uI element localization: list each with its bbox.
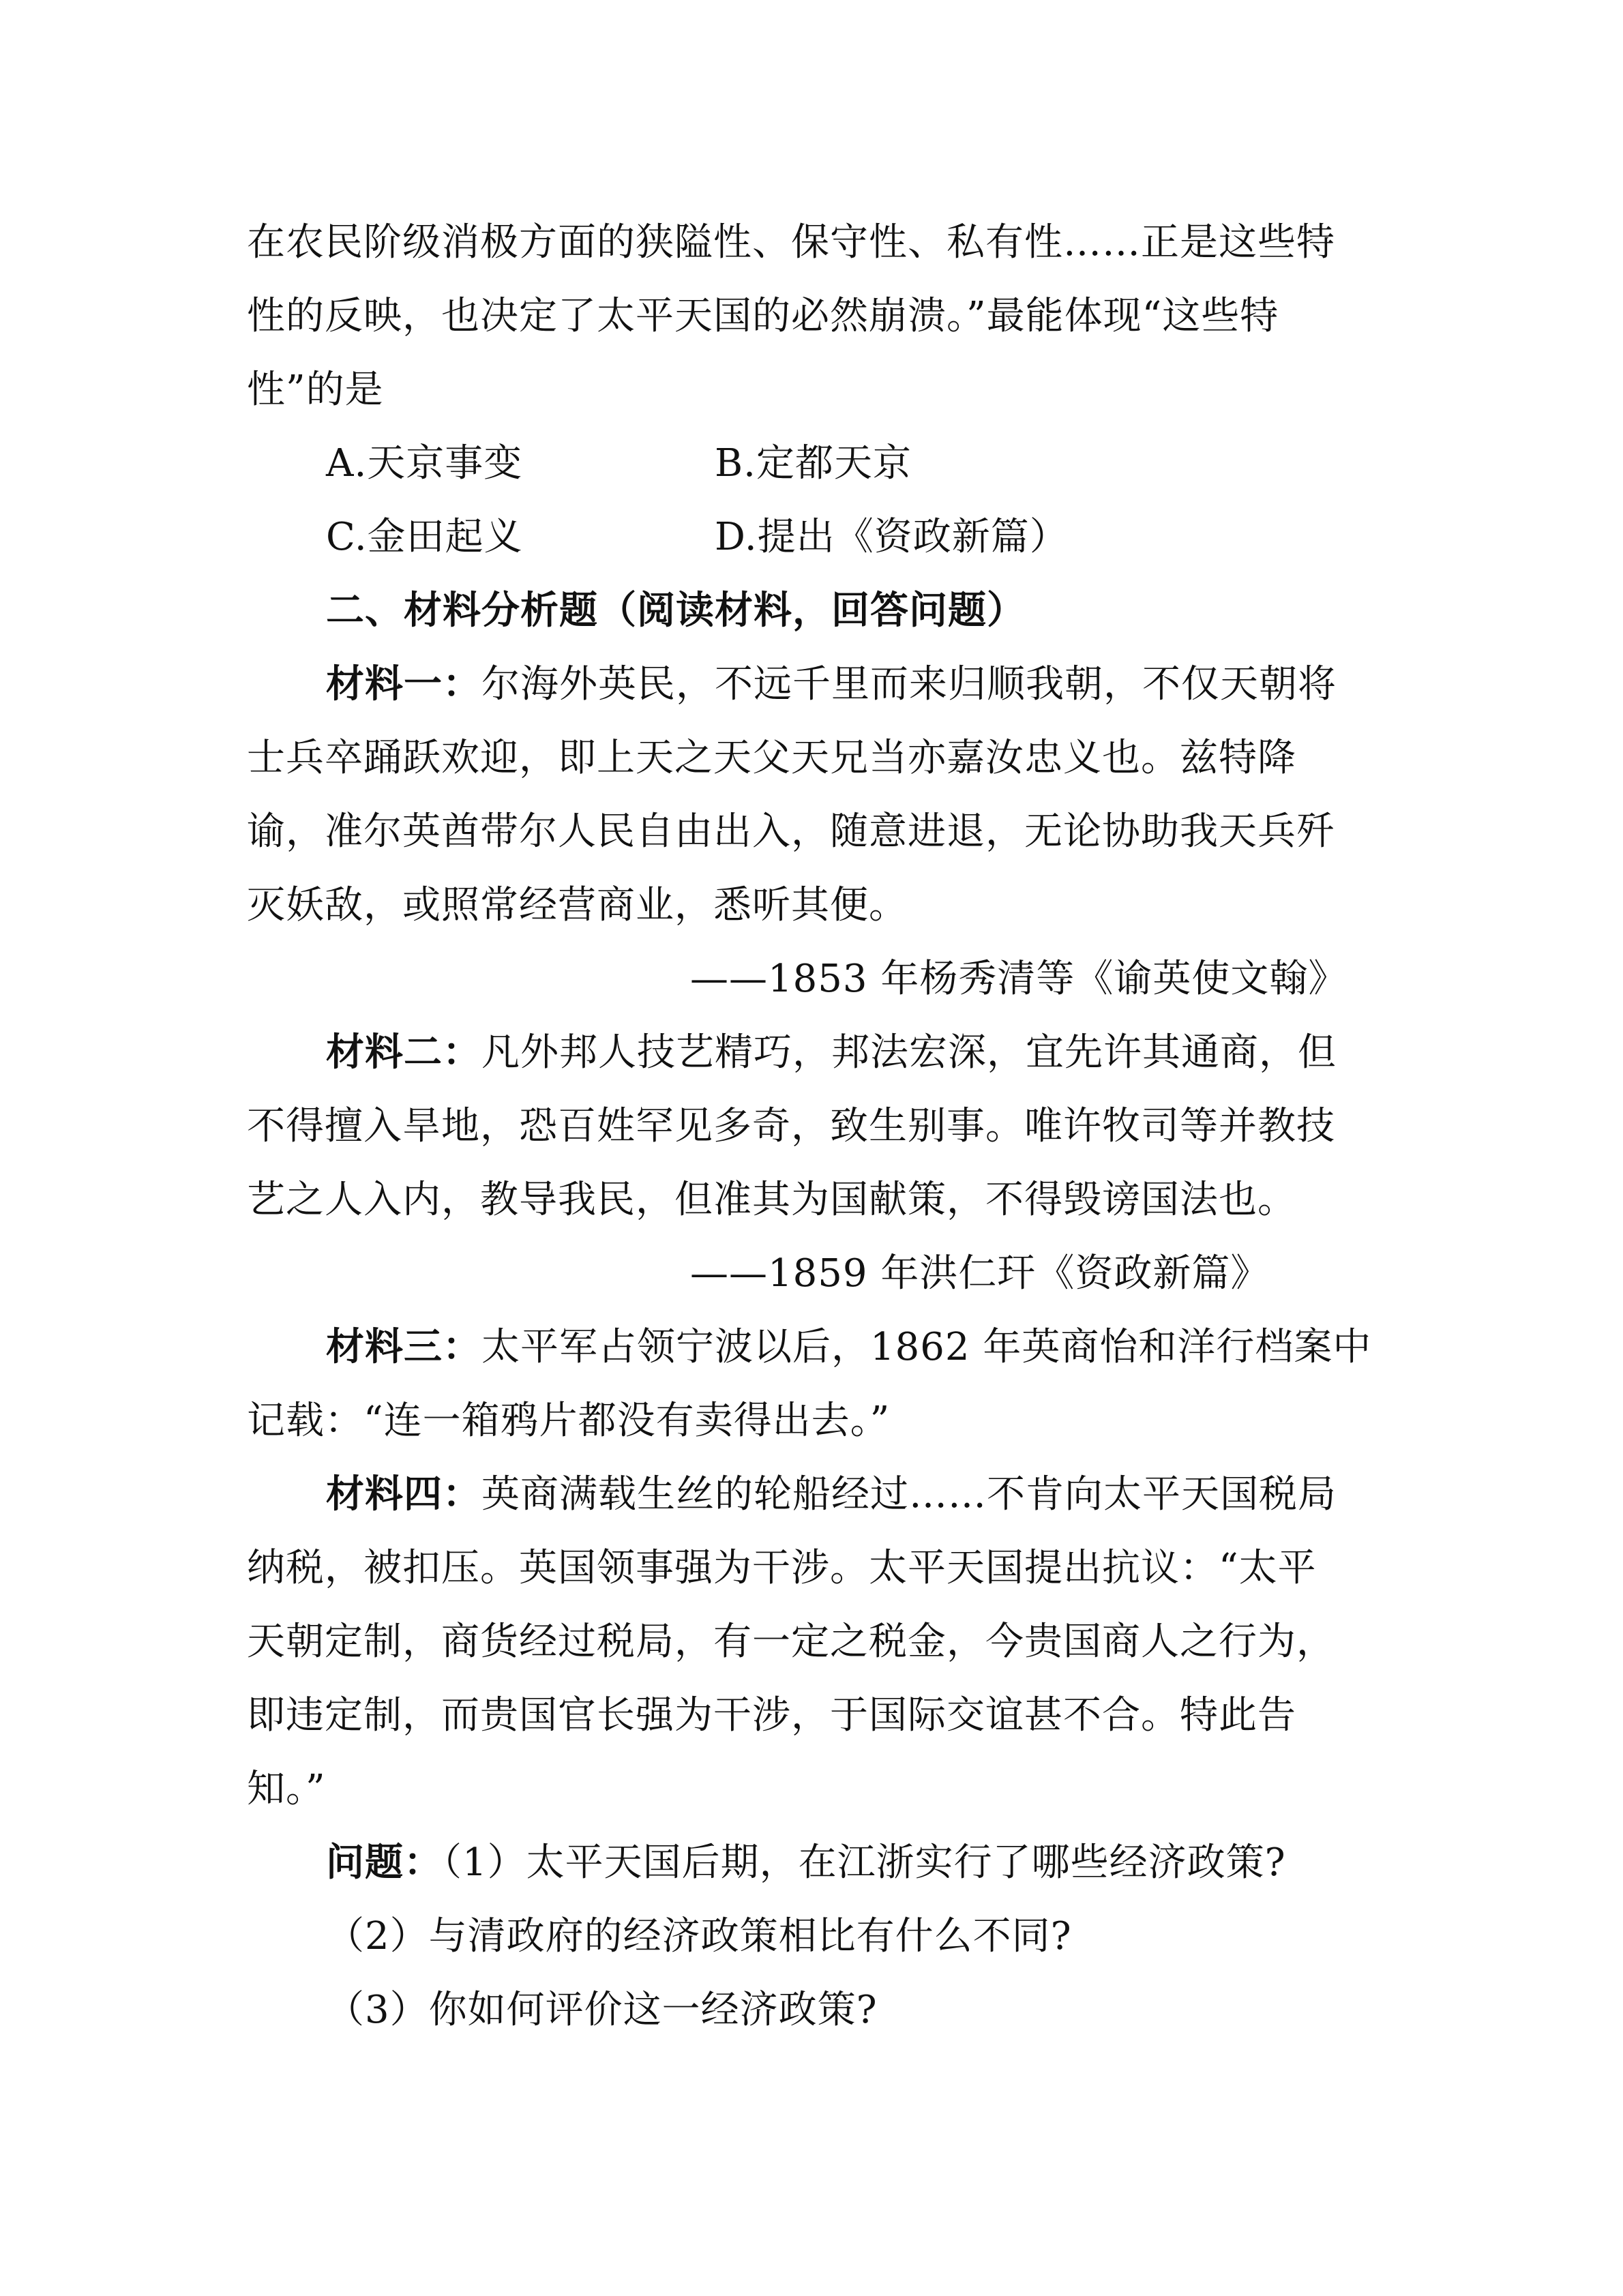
option-a: A.天京事变 xyxy=(326,441,523,486)
material-4-label: 材料四： xyxy=(326,1472,481,1517)
material-1-line xyxy=(326,660,1337,709)
option-d: D.提出《资政新篇） xyxy=(715,515,1069,559)
material-2-label: 材料二： xyxy=(326,1030,481,1075)
material-4-line: 即违定制，而贵国官长强为干涉，于国际交谊甚不合。特此告 xyxy=(247,1693,1296,1738)
material-2-line: 不得擅入旱地，恐百姓罕见多奇，致生别事。唯许牧司等并教技 xyxy=(247,1104,1335,1148)
questions-label: 问题： xyxy=(326,1840,443,1885)
material-2-source: ——1859 年洪仁玕《资政新篇》 xyxy=(690,1251,1270,1296)
material-2-line: 艺之人入内，教导我民，但准其为国献策，不得毁谤国法也。 xyxy=(247,1178,1296,1222)
material-3-label: 材料三： xyxy=(326,1325,481,1369)
question-1: （1）太平天国后期，在江浙实行了哪些经济政策? xyxy=(443,1840,1286,1885)
section-title: 二、材料分析题（阅读材料，回答问题） xyxy=(326,588,1026,633)
material-4-text: 英商满载生丝的轮船经过……不肯向太平天国税局 xyxy=(481,1472,1337,1517)
question-1-line xyxy=(326,1838,1286,1888)
material-2-text: 凡外邦人技艺精巧，邦法宏深，宜先许其通商，但 xyxy=(481,1030,1337,1075)
question-text-line: 性”的是 xyxy=(247,368,384,412)
material-2-line xyxy=(326,1028,1337,1077)
option-c: C.金田起义 xyxy=(326,515,523,559)
material-4-line: 纳税，被扣压。英国领事强为干涉。太平天国提出抗议：“太平 xyxy=(247,1546,1317,1590)
material-1-source: ——1853 年杨秀清等《谕英使文翰》 xyxy=(690,957,1347,1001)
question-text-line: 性的反映，也决定了太平天国的必然崩溃。”最能体现“这些特 xyxy=(247,294,1279,338)
question-3: （3）你如何评价这一经济政策? xyxy=(326,1988,878,2032)
material-1-text: 尔海外英民，不远千里而来归顺我朝，不仅天朝将 xyxy=(481,662,1337,706)
material-1-label: 材料一： xyxy=(326,662,481,706)
question-2: （2）与清政府的经济政策相比有什么不同? xyxy=(326,1914,1072,1958)
material-3-text: 太平军占领宁波以后，1862 年英商怡和洋行档案中 xyxy=(481,1325,1372,1369)
material-1-line: 谕，准尔英酋带尔人民自由出入，随意进退，无论协助我天兵歼 xyxy=(247,809,1335,854)
material-4-line: 天朝定制，商货经过税局，有一定之税金，今贵国商人之行为， xyxy=(247,1620,1335,1664)
material-3-line xyxy=(326,1323,1371,1372)
material-4-line: 知。” xyxy=(247,1767,326,1811)
question-text-line: 在农民阶级消极方面的狭隘性、保守性、私有性……正是这些特 xyxy=(247,220,1335,265)
option-b: B.定都天京 xyxy=(715,441,912,486)
material-1-line: 灭妖敌，或照常经营商业，悉听其便。 xyxy=(247,883,908,927)
material-4-line xyxy=(326,1470,1337,1519)
material-1-line: 士兵卒踊跃欢迎，即上天之天父天兄当亦嘉汝忠义也。兹特降 xyxy=(247,736,1296,780)
material-3-line: 记载：“连一箱鸦片都没有卖得出去。” xyxy=(247,1399,891,1443)
